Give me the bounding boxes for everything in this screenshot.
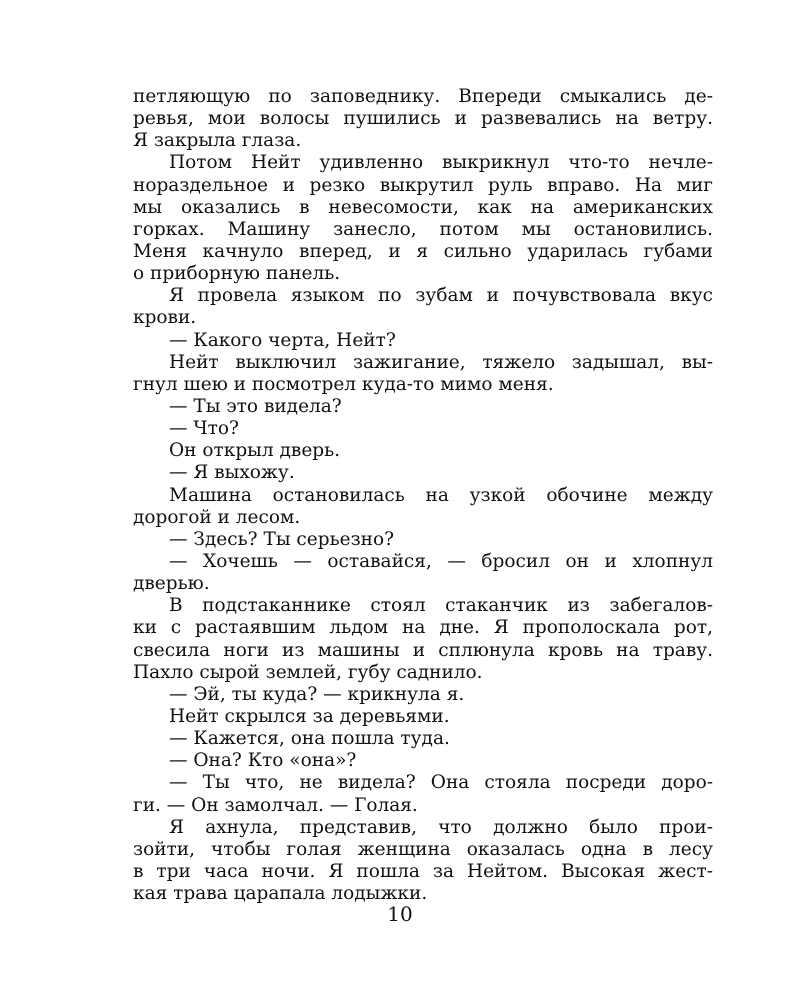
text-line: В подстаканнике стоял стаканчик из забегалов-: [169, 595, 713, 617]
text-line: Нейт выключил зажигание, тяжело задышал, вы-: [169, 351, 713, 373]
text-line: Я ахнула, представив, что должно было прои-: [169, 816, 713, 838]
text-line: горках. Машину занесло, потом мы остановились.: [133, 218, 713, 240]
text-line: дорогой и лесом.: [133, 506, 301, 528]
text-line: мы оказались в невесомости, как на американских: [133, 196, 713, 218]
text-line: Я закрыла глаза.: [133, 130, 302, 152]
text-line: — Кажется, она пошла туда.: [169, 728, 450, 750]
text-line: Пахло сырой землей, губу саднило.: [133, 661, 483, 683]
text-line: Я провела языком по зубам и почувствовала вкус: [169, 285, 713, 307]
text-line: — Я выхожу.: [169, 462, 295, 484]
text-line: — Эй, ты куда? — крикнула я.: [169, 683, 465, 705]
text-line: — Она? Кто «она»?: [169, 750, 357, 772]
page-number: 10: [387, 902, 413, 926]
text-line: петляющую по заповеднику. Впереди смыкались де-: [133, 86, 713, 107]
text-line: о приборную панель.: [133, 263, 341, 285]
text-line: Машина остановилась на узкой обочине между: [169, 484, 713, 506]
text-line: Он открыл дверь.: [169, 440, 341, 462]
text-line: — Что?: [169, 418, 239, 440]
text-line: — Ты это видела?: [169, 395, 342, 417]
text-line: свесила ноги из машины и сплюнула кровь на траву.: [133, 639, 713, 661]
text-line: Меня качнуло вперед, и я сильно ударилась губами: [133, 240, 713, 262]
text-line: гнул шею и посмотрел куда-то мимо меня.: [133, 373, 554, 395]
text-line: Потом Нейт удивленно выкрикнул что-то нечле-: [169, 152, 713, 174]
text-line: зойти, чтобы голая женщина оказалась одна в лесу: [133, 838, 713, 860]
text-line: ки с растаявшим льдом на дне. Я прополоскала рот,: [133, 617, 713, 639]
text-line: — Ты что, не видела? Она стояла посреди доро-: [169, 772, 713, 794]
text-line: ревья, мои волосы пушились и развевались на ветру.: [133, 108, 713, 130]
text-line: — Хочешь — оставайся, — бросил он и хлопнул: [169, 550, 713, 572]
text-line: ги. — Он замолчал. — Голая.: [133, 794, 418, 816]
text-line: нораздельное и резко выкрутил руль вправо. На миг: [133, 174, 713, 196]
text-line: в три часа ночи. Я пошла за Нейтом. Высокая жест-: [133, 860, 713, 882]
text-line: — Здесь? Ты серьезно?: [169, 528, 395, 550]
text-line: крови.: [133, 307, 197, 329]
text-line: — Какого черта, Нейт?: [169, 329, 396, 351]
text-line: кая трава царапала лодыжки.: [133, 883, 428, 905]
page-body-text: [133, 86, 713, 905]
text-line: дверью.: [133, 573, 210, 595]
text-line: Нейт скрылся за деревьями.: [169, 705, 450, 727]
